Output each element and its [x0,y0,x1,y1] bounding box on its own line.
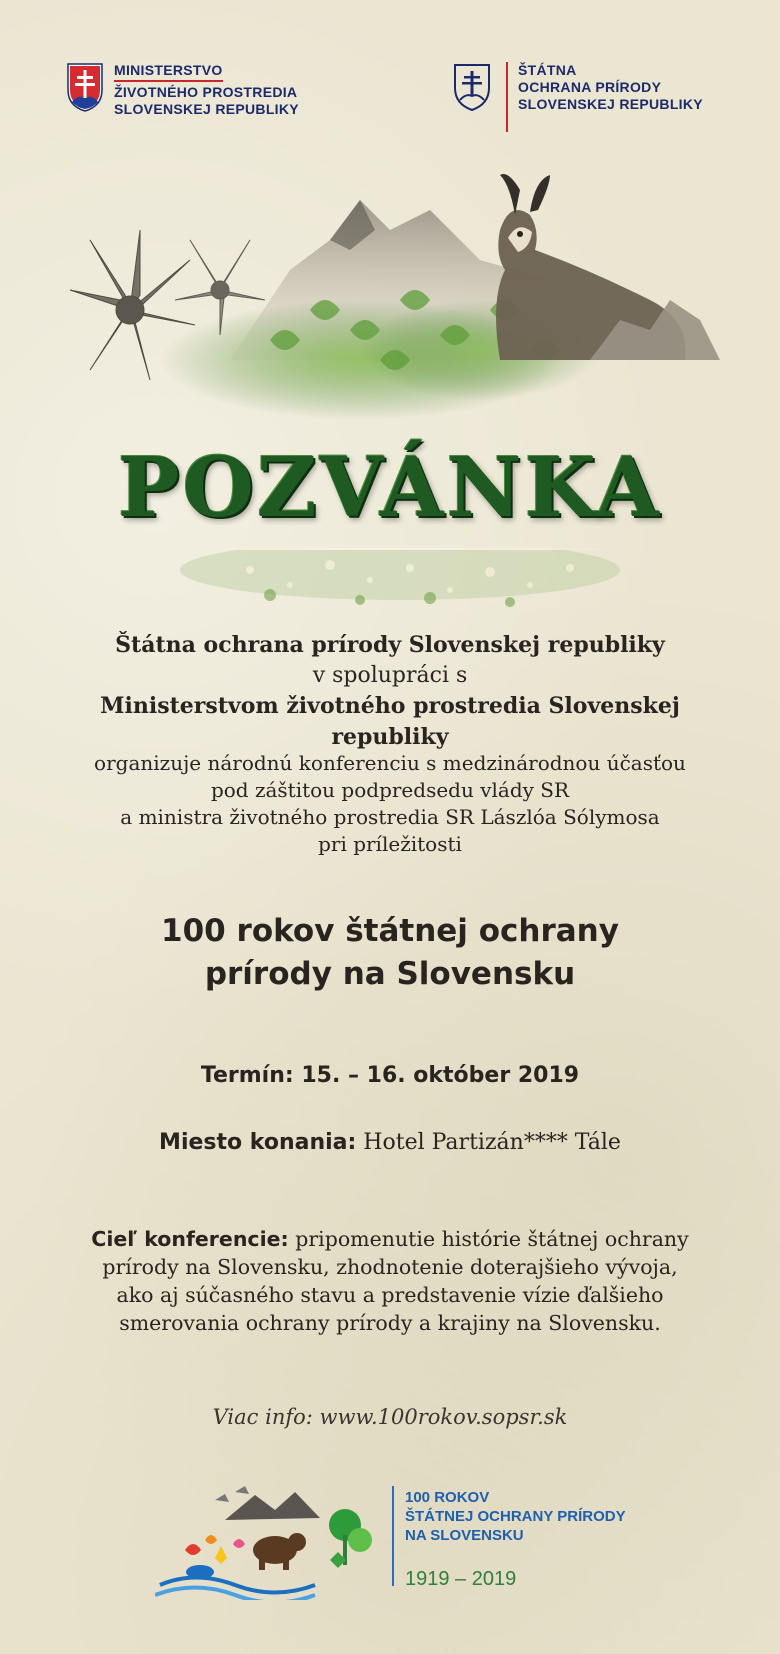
anniversary-years: 1919 – 2019 [405,1568,517,1590]
organizer-primary: Štátna ochrana prírody Slovenskej republiky [115,632,665,658]
goal-label: Cieľ konferencie: [91,1227,289,1251]
intro-line: pod záštitou podpredsedu vlády SR [210,778,570,802]
anniversary-separator [392,1486,394,1586]
sopsr-name [518,62,703,132]
anniversary-line1: 100 ROKOV [405,1489,490,1506]
venue-label: Miesto konania: [159,1130,357,1155]
date-label: Termín: [200,1063,294,1088]
sopsr-separator [506,62,508,132]
sopsr-logo [452,62,703,132]
intro-line: organizuje národnú konferenciu s medzinárodnou účasťou [94,751,686,775]
bokeh-decoration [170,550,630,625]
sopsr-line3: SLOVENSKEJ REPUBLIKY [518,96,703,112]
ministry-name [114,62,299,118]
goal-line: ako aj súčasného stavu a predstavenie vízie ďalšieho [116,1283,664,1307]
anniversary-line3: NA SLOVENSKU [405,1527,524,1544]
goal-line: smerovania ochrany prírody a krajiny na Slovensku. [119,1311,661,1335]
sopsr-crest-icon [452,62,492,112]
organizer-connector: v spolupráci s [312,663,468,688]
sopsr-line1: ŠTÁTNA [518,62,577,78]
organizer-partner: Ministerstvom životného prostredia Slovenskej republiky [100,693,680,750]
anniversary-line2: ŠTÁTNEJ OCHRANY PRÍRODY [405,1508,626,1525]
slovak-crest-icon [66,62,104,112]
conference-goal [40,1225,740,1337]
ministry-logo [66,62,299,118]
event-title-line1: 100 rokov štátnej ochrany [161,913,619,949]
event-title-line2: prírody na Slovensku [204,956,576,992]
nature-artwork [30,160,750,420]
page-title: POZVÁNKA [117,440,663,536]
anniversary-logo-graphic [155,1480,385,1600]
anniversary-text [405,1488,626,1545]
goal-line: pripomenutie histórie štátnej ochrany [295,1227,689,1251]
ministry-line3: SLOVENSKEJ REPUBLIKY [114,101,299,117]
intro-line: pri príležitosti [318,832,462,856]
ministry-line2: ŽIVOTNÉHO PROSTREDIA [114,84,298,100]
ministry-line1: MINISTERSTVO [114,62,223,82]
venue-value: Hotel Partizán**** Tále [363,1130,621,1155]
event-title [40,910,740,996]
intro-block [40,750,740,858]
goal-line: prírody na Slovensku, zhodnotenie doterajšieho vývoja, [102,1255,678,1279]
organizers-block [40,630,740,753]
event-date [40,1063,740,1088]
intro-line: a ministra životného prostredia SR Lászlóa Sólymosa [120,805,660,829]
event-venue [40,1130,740,1155]
more-info: Viac info: www.100rokov.sopsr.sk [212,1405,568,1429]
date-value: 15. – 16. október 2019 [301,1063,580,1088]
sopsr-line2: OCHRANA PRÍRODY [518,79,662,95]
